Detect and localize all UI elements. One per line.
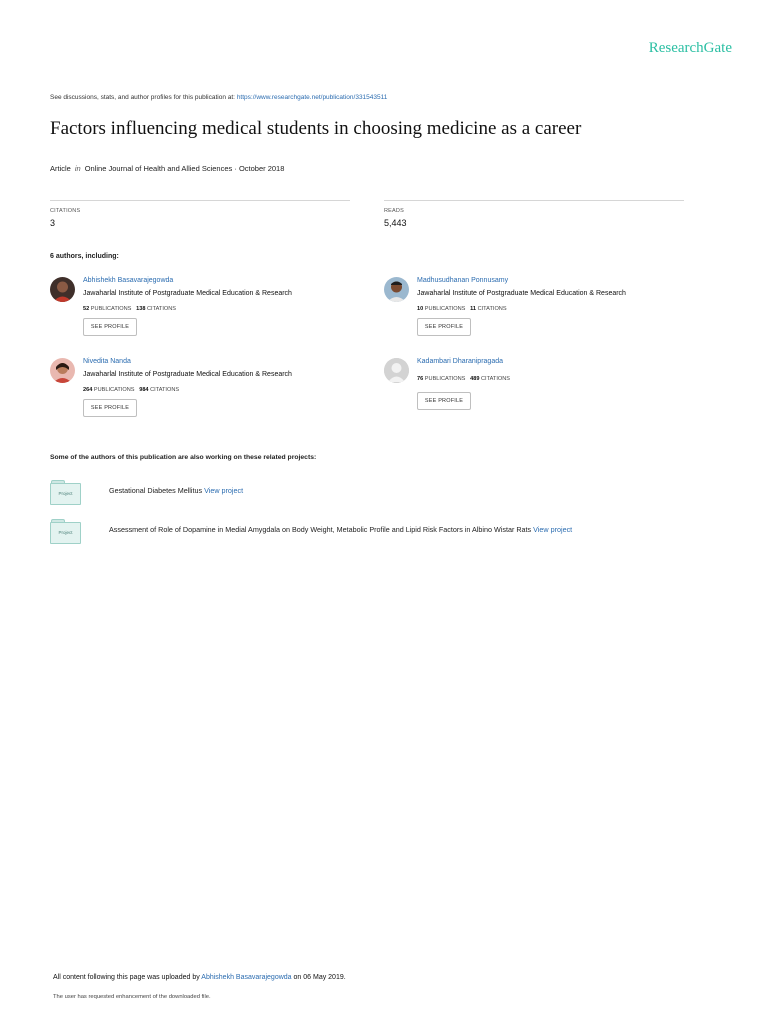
citations-stat bbox=[50, 200, 350, 228]
project-title: Assessment of Role of Dopamine in Medial Amygdala on Body Weight, Metabolic Profile and Lipid Risk Factors in Albino Wistar Rats bbox=[109, 525, 532, 534]
upload-suffix: on 06 May 2019. bbox=[293, 974, 346, 981]
upload-note bbox=[53, 974, 346, 981]
discussion-line bbox=[50, 94, 387, 101]
journal-name[interactable]: Online Journal of Health and Allied Sciences bbox=[84, 164, 233, 173]
view-project-link[interactable]: View project bbox=[204, 486, 244, 495]
author-card bbox=[384, 277, 684, 347]
project-title: Gestational Diabetes Mellitus bbox=[109, 486, 203, 495]
reads-value: 5,443 bbox=[384, 218, 407, 228]
uploader-link[interactable]: Abhishekh Basavarajegowda bbox=[201, 974, 292, 981]
publications-label: PUBLICATIONS bbox=[93, 387, 135, 393]
reads-stat bbox=[384, 200, 684, 228]
publications-label: PUBLICATIONS bbox=[90, 306, 132, 312]
project-item bbox=[50, 519, 730, 545]
project-item bbox=[50, 480, 730, 506]
publications-count: 10 bbox=[417, 306, 424, 312]
divider bbox=[50, 200, 350, 201]
publications-label: PUBLICATIONS bbox=[424, 376, 466, 382]
citations-count: 11 bbox=[470, 306, 477, 312]
enhancement-note: The user has requested enhancement of the downloaded file. bbox=[53, 994, 211, 1000]
citations-label: CITATIONS bbox=[477, 306, 507, 312]
author-institution: Jawaharlal Institute of Postgraduate Medical Education & Research bbox=[83, 371, 292, 378]
article-type: Article bbox=[50, 164, 71, 173]
citations-label: CITATIONS bbox=[150, 387, 180, 393]
publications-count: 76 bbox=[417, 376, 424, 382]
article-in-word: in bbox=[74, 164, 81, 173]
view-project-link[interactable]: View project bbox=[533, 525, 573, 534]
project-folder-icon: Project bbox=[50, 519, 80, 545]
publications-count: 52 bbox=[83, 306, 90, 312]
author-institution: Jawaharlal Institute of Postgraduate Medical Education & Research bbox=[417, 290, 626, 297]
see-profile-button[interactable]: SEE PROFILE bbox=[83, 399, 137, 417]
publications-count: 264 bbox=[83, 387, 93, 393]
see-profile-button[interactable]: SEE PROFILE bbox=[417, 318, 471, 336]
author-card bbox=[384, 358, 684, 428]
article-title: Factors influencing medical students in choosing medicine as a career bbox=[50, 118, 582, 139]
author-card bbox=[50, 277, 350, 347]
author-counts bbox=[417, 306, 507, 312]
related-projects-heading: Some of the authors of this publication are also working on these related projects: bbox=[50, 454, 317, 461]
citations-value: 3 bbox=[50, 218, 56, 228]
author-name-link[interactable]: Abhishekh Basavarajegowda bbox=[83, 277, 174, 284]
reads-label: READS bbox=[384, 208, 404, 214]
author-institution: Jawaharlal Institute of Postgraduate Medical Education & Research bbox=[83, 290, 292, 297]
authors-heading: 6 authors, including: bbox=[50, 253, 119, 260]
citations-label: CITATIONS bbox=[50, 208, 81, 214]
citations-label: CITATIONS bbox=[147, 306, 177, 312]
publication-url-link[interactable]: https://www.researchgate.net/publication/331543511 bbox=[236, 94, 388, 101]
publications-label: PUBLICATIONS bbox=[424, 306, 466, 312]
researchgate-logo[interactable]: ResearchGate bbox=[648, 40, 732, 56]
article-meta bbox=[50, 164, 284, 173]
author-photo-avatar[interactable] bbox=[50, 358, 75, 383]
author-name-link[interactable]: Kadambari Dharanipragada bbox=[417, 358, 503, 365]
author-photo-avatar[interactable] bbox=[50, 277, 75, 302]
citations-label: CITATIONS bbox=[481, 376, 511, 382]
divider bbox=[384, 200, 684, 201]
author-counts bbox=[83, 306, 176, 312]
project-text bbox=[109, 525, 572, 534]
discussion-text: See discussions, stats, and author profiles for this publication at: bbox=[50, 94, 235, 101]
article-date: · October 2018 bbox=[234, 164, 285, 173]
project-folder-icon: Project bbox=[50, 480, 80, 506]
project-text bbox=[109, 486, 243, 495]
author-name-link[interactable]: Nivedita Nanda bbox=[83, 358, 131, 365]
author-card bbox=[50, 358, 350, 428]
default-user-icon[interactable] bbox=[384, 358, 409, 383]
author-counts bbox=[83, 387, 179, 393]
citations-count: 489 bbox=[470, 376, 480, 382]
citations-count: 138 bbox=[136, 306, 146, 312]
upload-prefix: All content following this page was uploaded by bbox=[53, 974, 200, 981]
citations-count: 984 bbox=[139, 387, 149, 393]
author-photo-avatar[interactable] bbox=[384, 277, 409, 302]
author-name-link[interactable]: Madhusudhanan Ponnusamy bbox=[417, 277, 509, 284]
author-counts bbox=[417, 376, 510, 382]
see-profile-button[interactable]: SEE PROFILE bbox=[83, 318, 137, 336]
see-profile-button[interactable]: SEE PROFILE bbox=[417, 392, 471, 410]
